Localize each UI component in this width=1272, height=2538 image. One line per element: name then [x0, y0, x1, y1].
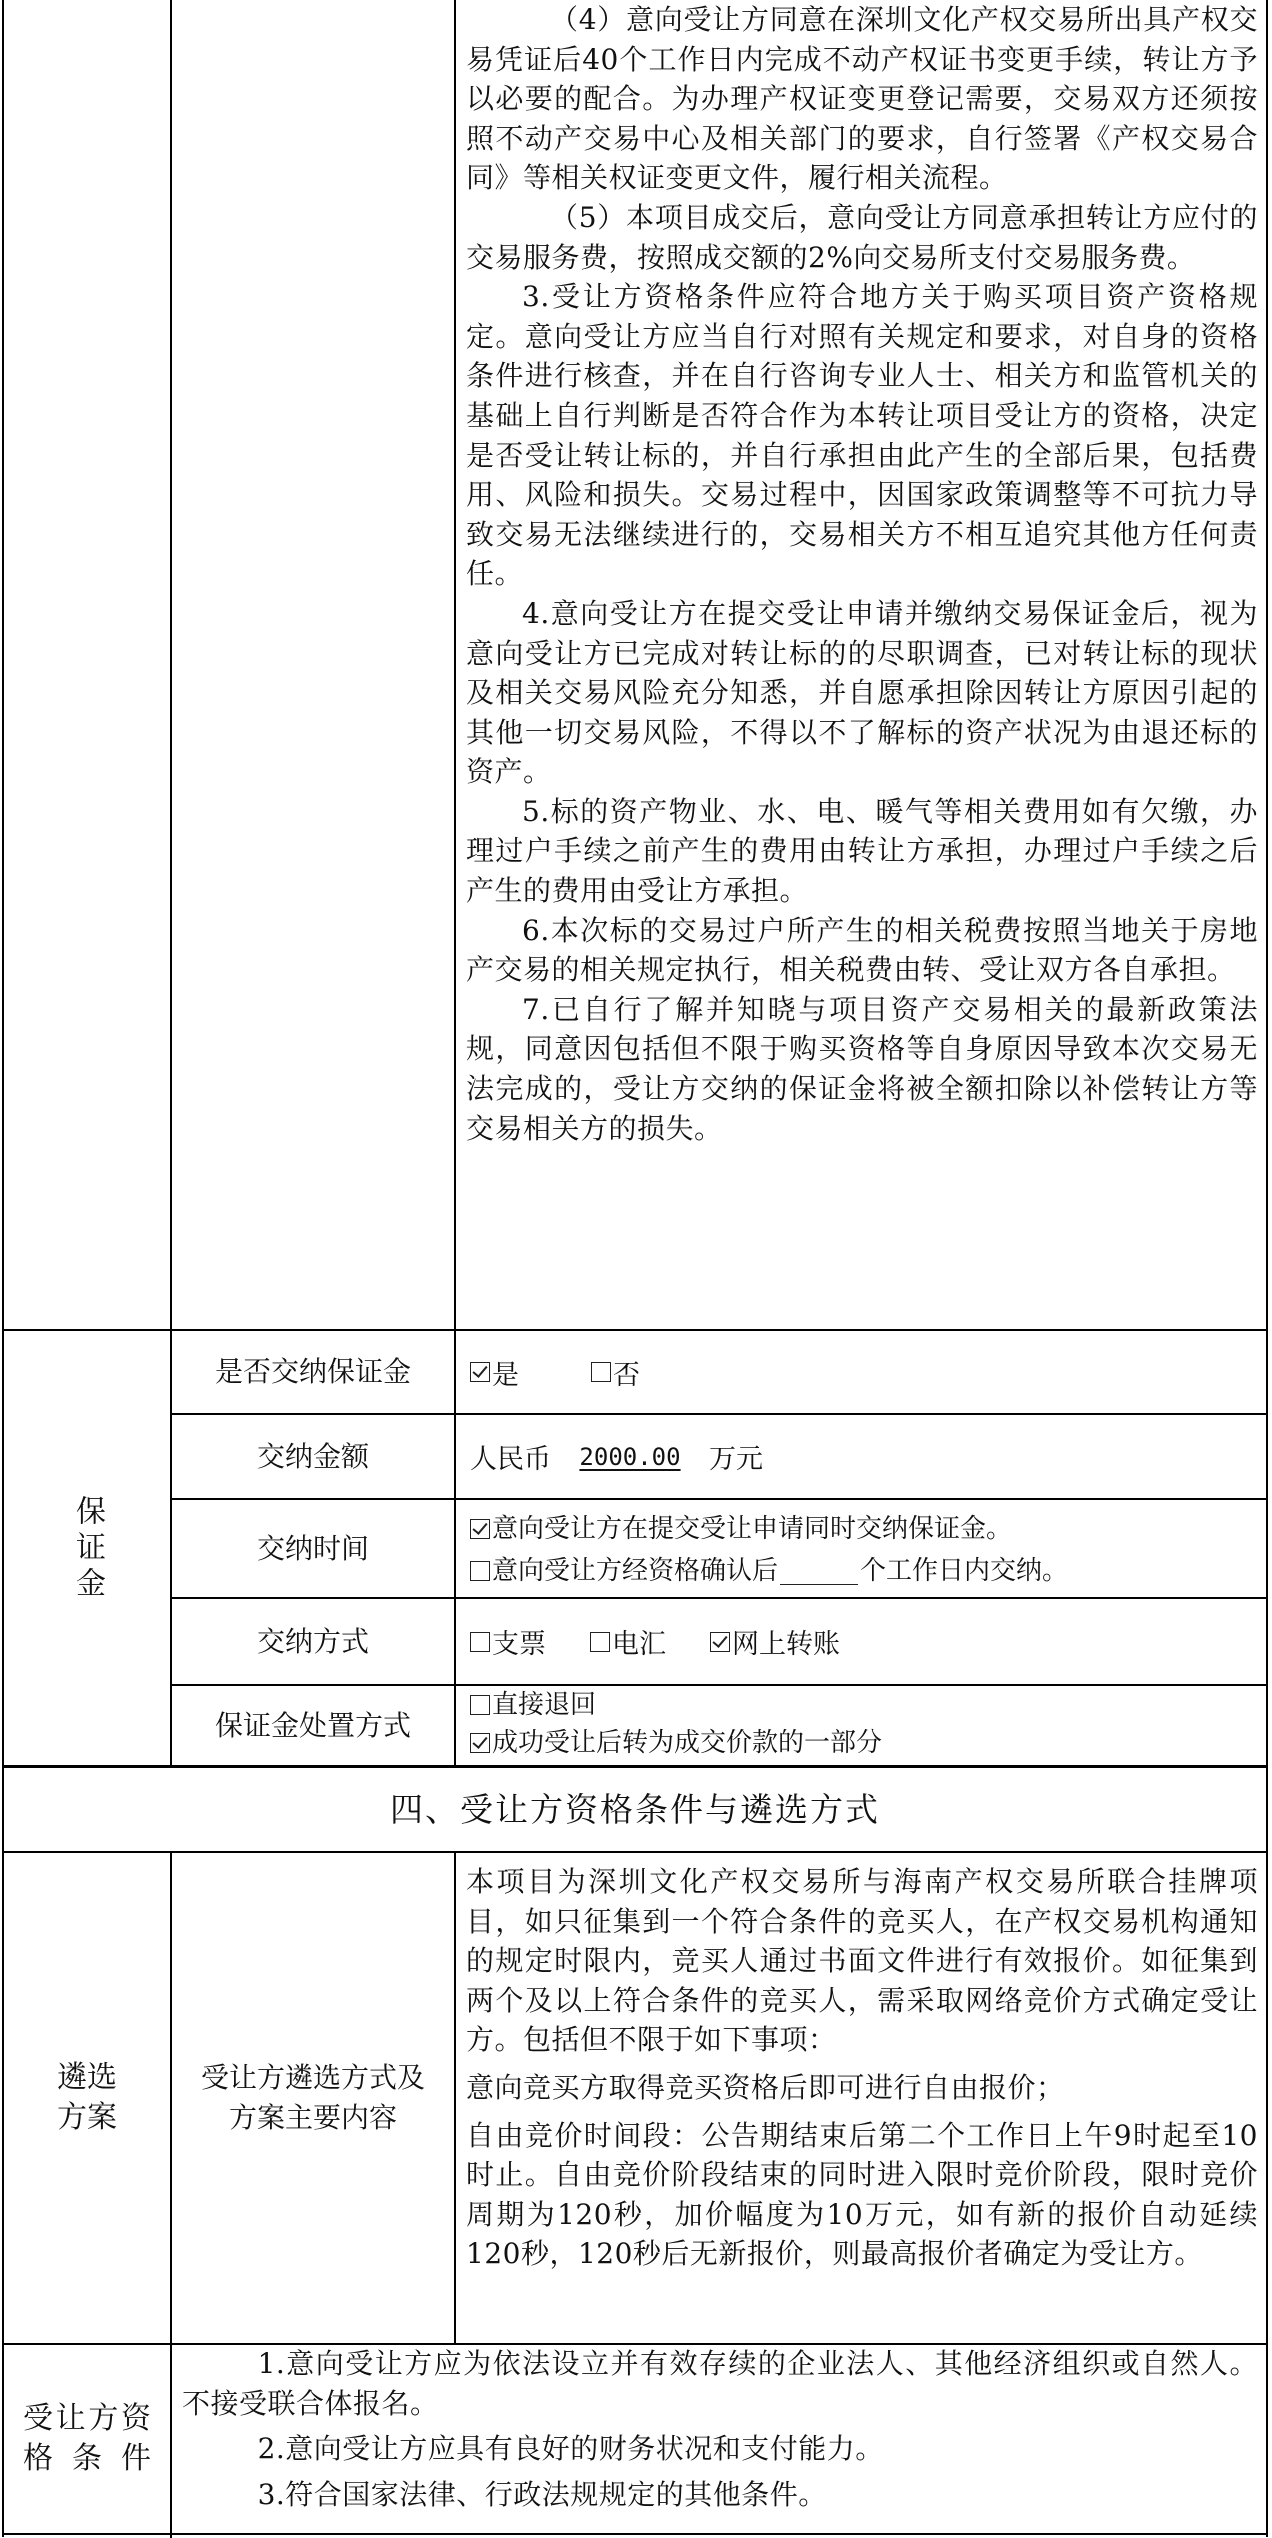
checkbox-empty-icon[interactable] [470, 1561, 490, 1581]
term-paragraph-item6: 6.本次标的交易过户所产生的相关税费按照当地关于房地产交易的相关规定执行，相关税费由转、受让双方各自承担。 [466, 913, 1258, 987]
selection-group-label: 遴选方案 [57, 2060, 117, 2135]
qualification-item-3: 3.符合国家法律、行政法规规定的其他条件。 [257, 2477, 827, 2511]
deposit-method-online[interactable]: 网上转账 [710, 1622, 840, 1661]
checkbox-empty-icon[interactable] [591, 1362, 611, 1382]
term-paragraph-item4: 4.意向受让方在提交受让申请并缴纳交易保证金后，视为意向受让方已完成对转让标的的尽职调查，已对转让标的现状及相关交易风险充分知悉，并自愿承担除因转让方原因引起的其他一切交易风险，不得以不了解标的资产状况为由退还标的资产。 [466, 596, 1258, 789]
col-line-2-selection [454, 1852, 456, 2344]
checkbox-checked-icon[interactable] [470, 1362, 490, 1382]
deposit-amount-number: 2000.00 [579, 1442, 681, 1471]
deposit-time-option-2[interactable]: 意向受让方经资格确认后 个工作日内交纳。 [470, 1550, 1260, 1592]
deposit-required-no[interactable]: 否 [591, 1353, 640, 1392]
deposit-required-value [470, 1331, 1260, 1413]
table-border-right [1266, 0, 1268, 2537]
deposit-time-label: 交纳时间 [256, 1531, 369, 1565]
deposit-required-yes[interactable]: 是 [470, 1353, 519, 1392]
deposit-group-label: 保证金 [70, 1494, 105, 1603]
selection-paragraph-2: 意向竞买方取得竞买资格后即可进行自由报价； [466, 2070, 1065, 2104]
checkbox-empty-icon[interactable] [470, 1632, 490, 1652]
table-border-bottom [2, 2533, 1268, 2535]
col-line-2-deposit [454, 1330, 456, 1766]
deposit-disposal-option-2[interactable]: 成功受让后转为成交价款的一部分 [470, 1724, 1260, 1762]
deposit-time-value [470, 1508, 1260, 1598]
deposit-method-wire[interactable]: 电汇 [590, 1622, 666, 1661]
qualification-content-cell [182, 2344, 1258, 2514]
checkbox-checked-icon[interactable] [470, 1733, 490, 1753]
selection-sub-label: 受让方遴选方式及方案主要内容 [200, 2061, 425, 2134]
term-paragraph-4: （4）意向受让方同意在深圳文化产权交易所出具产权交易凭证后40个工作日内完成不动产权证书变更手续，转让方予以必要的配合。为办理产权证变更登记需要，交易双方还须按照不动产交易中心及相关部门的要求，自行签署《产权交易合同》等相关权证变更文件，履行相关流程。 [466, 3, 1258, 195]
col-line-1-top [170, 0, 172, 1330]
deposit-disposal-label: 保证金处置方式 [214, 1708, 411, 1742]
selection-content-cell [466, 1862, 1258, 2274]
checkbox-checked-icon[interactable] [710, 1632, 730, 1652]
qualification-item-1: 1.意向受让方应为依法设立并有效存续的企业法人、其他经济组织或自然人。 不接受联合体报名。 [182, 2347, 1258, 2420]
qualification-label: 受让方资格条件 [23, 2401, 151, 2476]
deposit-time-days-blank[interactable] [780, 1558, 858, 1585]
checkbox-empty-icon[interactable] [590, 1632, 610, 1652]
deposit-required-label: 是否交纳保证金 [214, 1355, 411, 1388]
deposit-amount-value: 人民币 2000.00 万元 [470, 1442, 763, 1475]
term-paragraph-item5: 5.标的资产物业、水、电、暖气等相关费用如有欠缴，办理过户手续之前产生的费用由转让方承担，办理过户手续之后产生的费用由受让方承担。 [466, 794, 1258, 908]
deposit-method-cheque[interactable]: 支票 [470, 1622, 546, 1661]
selection-paragraph-3: 自由竞价时间段：公告期结束后第二个工作日上午9时起至10时止。自由竞价阶段结束的同时进入限时竞价阶段，限时竞价周期为120秒，加价幅度为10万元，如有新的报价自动延续120秒，120秒后无新报价，则最高报价者确定为受让方。 [466, 2118, 1258, 2271]
term-paragraph-item3: 3.受让方资格条件应符合地方关于购买项目资产资格规定。意向受让方应当自行对照有关规定和要求，对自身的资格条件进行核查，并在自行咨询专业人士、相关方和监管机关的基础上自行判断是否符合作为本转让项目受让方的资格，决定是否受让转让标的，并自行承担由此产生的全部后果，包括费用、风险和损失。交易过程中，因国家政策调整等不可抗力导致交易无法继续进行的，交易相关方不相互追究其他方任何责任。 [466, 280, 1258, 591]
terms-continuation-cell [466, 0, 1258, 1148]
deposit-disposal-option-1[interactable]: 直接退回 [470, 1686, 1260, 1724]
deposit-disposal-value [470, 1686, 1260, 1765]
deposit-time-option-1[interactable]: 意向受让方在提交受让申请同时交纳保证金。 [470, 1508, 1260, 1550]
qualification-item-2: 2.意向受让方应具有良好的财务状况和支付能力。 [257, 2432, 884, 2466]
term-paragraph-item7: 7.已自行了解并知晓与项目资产交易相关的最新政策法规，同意因包括但不限于购买资格等自身原因导致本次交易无法完成的，受让方交纳的保证金将被全额扣除以补偿转让方等交易相关方的损失。 [466, 992, 1258, 1145]
checkbox-empty-icon[interactable] [470, 1695, 490, 1715]
col-line-2-top [454, 0, 456, 1330]
deposit-method-value [470, 1599, 1260, 1684]
section-4-heading: 四、受让方资格条件与遴选方式 [390, 1789, 880, 1829]
term-paragraph-5: （5）本项目成交后，意向受让方同意承担转让方应付的交易服务费，按照成交额的2%向交易所支付交易服务费。 [466, 200, 1258, 274]
deposit-amount-label: 交纳金额 [256, 1439, 369, 1473]
checkbox-checked-icon[interactable] [470, 1519, 490, 1539]
deposit-method-label: 交纳方式 [256, 1624, 369, 1658]
selection-paragraph-1: 本项目为深圳文化产权交易所与海南产权交易所联合挂牌项目，如只征集到一个符合条件的竞买人，在产权交易机构通知的规定时限内，竞买人通过书面文件进行有效报价。如征集到两个及以上符合条件的竞买人，需采取网络竞价方式确定受让方。包括但不限于如下事项： [466, 1865, 1258, 2057]
